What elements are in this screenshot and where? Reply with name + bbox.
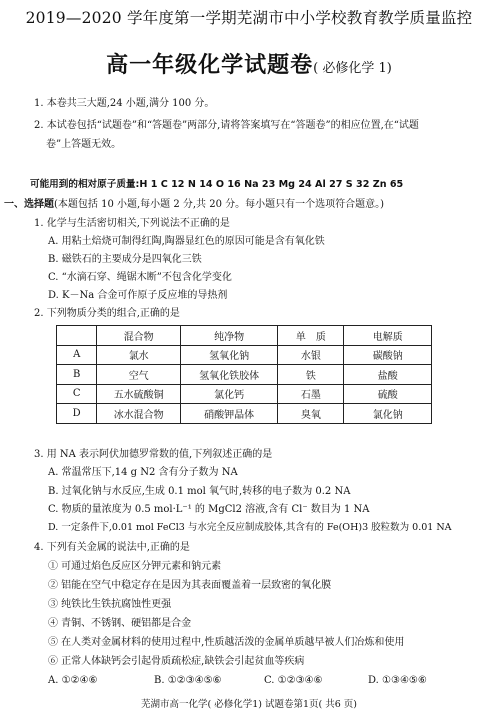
table-cell: B <box>57 365 97 385</box>
table-header-cell: 单 质 <box>278 326 344 346</box>
q4-item-1: ① 可通过焰色反应区分钾元素和钠元素 <box>48 561 222 572</box>
table-header-row <box>57 326 432 346</box>
q1-stem: 1. 化学与生活密切相关,下列说法不正确的是 <box>34 218 230 229</box>
q2-stem: 2. 下列物质分类的组合,正确的是 <box>34 308 180 319</box>
table-cell: 氯化钠 <box>344 404 432 424</box>
table-cell: 碳酸钠 <box>344 345 432 365</box>
table-cell: 五水硫酸铜 <box>97 384 181 404</box>
table-header-cell: 电解质 <box>344 326 432 346</box>
note-1: 1. 本卷共三大题,24 小题,满分 100 分。 <box>34 98 215 109</box>
table-cell: 臭氧 <box>278 404 344 424</box>
table-header-cell: 纯净物 <box>180 326 277 346</box>
q4-item-6: ⑥ 正常人体缺钙会引起骨质疏松症,缺铁会引起贫血等疾病 <box>48 656 305 667</box>
q2-classification-table <box>56 325 432 424</box>
q4-option-a: A. ①②④⑥ <box>48 675 98 686</box>
table-cell: 空气 <box>97 365 181 385</box>
table-cell: 盐酸 <box>344 365 432 385</box>
q1-option-c: C. “水滴石穿、绳锯木断”不包含化学变化 <box>48 272 232 283</box>
table-cell: 氢氧化铁胶体 <box>180 365 277 385</box>
table-cell: 铁 <box>278 365 344 385</box>
table-header-cell <box>57 326 97 346</box>
table-cell: D <box>57 404 97 424</box>
page-footer: 芜湖市高一化学( 必修化学1) 试题卷第1页( 共6 页) <box>140 699 358 710</box>
note-2-cont: 卷”上答题无效。 <box>46 139 122 150</box>
table-cell: C <box>57 384 97 404</box>
atomic-masses: 可能用到的相对原子质量:H 1 C 12 N 14 O 16 Na 23 Mg 24 Al 27 S 32 Zn 65 <box>30 179 404 190</box>
table-cell: 氢氧化钠 <box>180 345 277 365</box>
q3-option-b: B. 过氧化钠与水反应,生成 0.1 mol 氧气时,转移的电子数为 0.2 NA <box>48 486 351 497</box>
table-cell: 水银 <box>278 345 344 365</box>
exam-title-sub: ( 必修化学 1) <box>313 61 392 76</box>
q4-item-5: ⑤ 在人类对金属材料的使用过程中,性质越活泼的金属单质越早被人们冶炼和使用 <box>48 637 405 648</box>
q3-option-a: A. 常温常压下,14 g N2 含有分子数为 NA <box>48 467 238 478</box>
table-header-cell: 混合物 <box>97 326 181 346</box>
q3-stem: 3. 用 NA 表示阿伏加德罗常数的值,下列叙述正确的是 <box>34 449 273 460</box>
table-cell: 冰水混合物 <box>97 404 181 424</box>
section1-heading <box>4 198 384 211</box>
table-row <box>57 384 432 404</box>
section1-label: 一、选择题 <box>4 199 54 210</box>
table-row <box>57 365 432 385</box>
q4-item-4: ④ 青铜、不锈钢、硬铝都是合金 <box>48 618 192 629</box>
exam-title <box>0 48 498 79</box>
q4-option-d: D. ①③④⑤⑥ <box>368 675 427 686</box>
q4-stem: 4. 下列有关金属的说法中,正确的是 <box>34 542 190 553</box>
exam-title-main: 高一年级化学试题卷 <box>106 52 314 78</box>
table-cell: 硝酸钾晶体 <box>180 404 277 424</box>
q4-options <box>48 674 427 687</box>
table-cell: 氯水 <box>97 345 181 365</box>
table-cell: 石墨 <box>278 384 344 404</box>
q1-option-b: B. 磁铁石的主要成分是四氧化三铁 <box>48 254 202 265</box>
section1-desc: (本题包括 10 小题,每小题 2 分,共 20 分。每小题只有一个选项符合题意。) <box>54 199 385 210</box>
q1-option-d: D. K－Na 合金可作原子反应堆的导热剂 <box>48 290 228 301</box>
table-cell: A <box>57 345 97 365</box>
table-row <box>57 345 432 365</box>
q3-option-d: D. 一定条件下,0.01 mol FeCl3 与水完全反应制成胶体,其含有的 Fe(OH)3 胶粒数为 0.01 NA <box>48 522 452 533</box>
table-cell: 硫酸 <box>344 384 432 404</box>
q4-option-c: C. ①②③④⑥ <box>264 675 323 686</box>
exam-header: 2019—2020 学年度第一学期芜湖市中小学校教育教学质量监控 <box>25 9 473 27</box>
q4-option-b: B. ①②③④⑤⑥ <box>154 675 222 686</box>
q3-option-c: C. 物质的量浓度为 0.5 mol·L⁻¹ 的 MgCl2 溶液,含有 Cl⁻ 数目为 1 NA <box>48 504 370 515</box>
note-2: 2. 本试卷包括“试题卷”和“答题卷”两部分,请将答案填写在“答题卷”的相应位置,在“试题 <box>34 120 419 131</box>
q4-item-3: ③ 纯铁比生铁抗腐蚀性更强 <box>48 599 172 610</box>
table-cell: 氯化钙 <box>180 384 277 404</box>
table-row <box>57 404 432 424</box>
q4-item-2: ② 铝能在空气中稳定存在是因为其表面覆盖着一层致密的氧化膜 <box>48 580 332 591</box>
q1-option-a: A. 用粘土焙烧可制得红陶,陶器显红色的原因可能是含有氧化铁 <box>48 236 325 247</box>
